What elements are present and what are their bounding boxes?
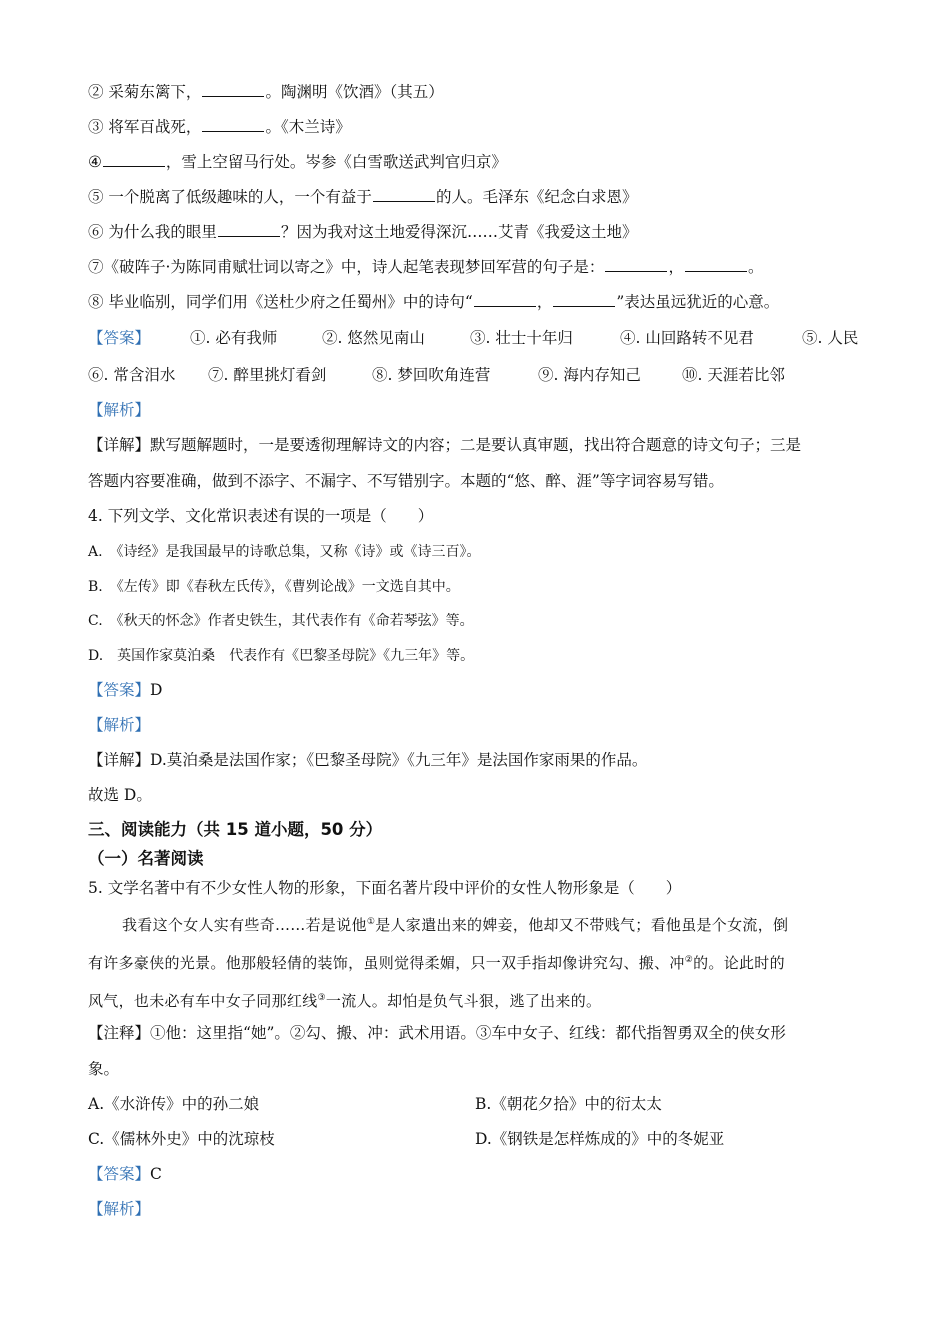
- answer-item: ⑧. 梦回吹角连营: [372, 366, 491, 384]
- answer-item: ④. 山回路转不见君: [620, 329, 754, 347]
- q4-option-c: C. 《秋天的怀念》作者史铁生，其代表作有《命若琴弦》等。: [88, 613, 474, 629]
- answer-item: ⑤. 人民: [802, 329, 859, 347]
- fill-item-8: [88, 291, 868, 313]
- q3-detail: [88, 434, 868, 456]
- q4-answer: [88, 679, 868, 701]
- q3-analysis-label: 【解析】: [88, 401, 151, 419]
- passage-text: 我看这个女人实有些奇……若是说他: [122, 916, 367, 934]
- answer-blank: [202, 117, 264, 132]
- answer-item: ⑨. 海内存知己: [538, 366, 641, 384]
- answer-label: 【答案】: [88, 681, 151, 699]
- fill-item-5: [88, 186, 868, 208]
- note-marker: ①: [366, 917, 376, 927]
- item-source: ，雪上空留马行处。岑参《白雪歌送武判官归京》: [165, 153, 507, 171]
- passage-text: 一流人。却怕是负气斗狠，逃了出来的。: [325, 992, 602, 1010]
- q5-option-d: D.《钢铁是怎样炼成的》中的冬妮亚: [475, 1130, 725, 1148]
- q5-option-b: B.《朝花夕拾》中的衍太太: [475, 1095, 662, 1113]
- item-sep: ，: [536, 293, 553, 311]
- item-text: ⑦《破阵子·为陈同甫赋壮词以寄之》中，诗人起笔表现梦回军营的句子是：: [88, 258, 605, 276]
- note-marker: ②: [684, 955, 694, 965]
- answer-item: ⑦. 醉里挑灯看剑: [208, 366, 327, 384]
- answer-blank: [373, 187, 435, 202]
- answer-blank: [685, 257, 747, 272]
- answer-blank: [474, 292, 536, 307]
- item-end: 。: [747, 258, 764, 276]
- detail-text: 默写题解题时，一是要透彻理解诗文的内容；二是要认真审题，找出符合题意的诗文句子；三是: [150, 436, 802, 454]
- answer-value: D: [150, 681, 163, 699]
- answer-item: ⑥. 常含泪水: [88, 366, 176, 384]
- answer-blank: [218, 222, 280, 237]
- answer-item: ①. 必有我师: [190, 329, 278, 347]
- q5-stem: 5. 文学名著中有不少女性人物的形象，下面名著片段中评价的女性人物形象是（ ）: [88, 879, 682, 897]
- q5-passage-line-2: [88, 949, 868, 974]
- item-text: ⑥ 为什么我的眼里: [88, 223, 217, 241]
- fill-item-6: [88, 221, 868, 243]
- item-text: ⑤ 一个脱离了低级趣味的人，一个有益于: [88, 188, 372, 206]
- q4-stem: 4. 下列文学、文化常识表述有误的一项是（ ）: [88, 507, 434, 525]
- note-label: 【注释】: [88, 1024, 151, 1042]
- q5-options-row-2: [88, 1128, 868, 1150]
- item-text: ② 采菊东篱下，: [88, 83, 202, 101]
- item-text: ⑧ 毕业临别，同学们用《送杜少府之任蜀州》中的诗句“: [88, 293, 473, 311]
- item-source: 。陶渊明《饮酒》（其五）: [265, 83, 444, 101]
- q4-option-d: D. 英国作家莫泊桑 代表作有《巴黎圣母院》《九三年》等。: [88, 648, 475, 664]
- q5-option-c: C.《儒林外史》中的沈琼枝: [88, 1130, 275, 1148]
- q5-passage-line-3: [88, 987, 868, 1012]
- q3-detail-cont: 答题内容要准确，做到不添字、不漏字、不写错别字。本题的“悠、醉、涯”等字词容易写错。: [88, 472, 724, 490]
- q5-note: [88, 1022, 868, 1044]
- item-sep: ，: [668, 258, 684, 276]
- q3-answer-row-1: [88, 327, 868, 349]
- passage-text: 有许多豪侠的光景。他那般轻倩的装饰，虽则觉得柔媚，只一双手指却像讲究勾、搬、冲: [88, 954, 685, 972]
- q4-detail: [88, 749, 868, 771]
- q5-passage-line-1: [88, 911, 902, 936]
- q5-analysis-label: 【解析】: [88, 1200, 151, 1218]
- item-source: ？因为我对这土地爱得深沉……艾青《我爱这土地》: [280, 223, 638, 241]
- answer-item: ③. 壮士十年归: [470, 329, 573, 347]
- note-text: ①他：这里指“她”。②勾、搬、冲：武术用语。③车中女子、红线：都代指智勇双全的侠女形: [150, 1024, 786, 1042]
- answer-blank: [553, 292, 615, 307]
- q3-answer-row-2: [88, 364, 868, 386]
- section-subtitle: （一）名著阅读: [88, 849, 204, 868]
- item-text: ④: [88, 153, 102, 171]
- passage-text: 风气，也未必有车中女子同那红线: [88, 992, 318, 1010]
- q5-note-cont: 象。: [88, 1060, 120, 1078]
- answer-label: 【答案】: [88, 1165, 151, 1183]
- answer-item: ②. 悠然见南山: [322, 329, 425, 347]
- answer-blank: [605, 257, 667, 272]
- q5-option-a: A.《水浒传》中的孙二娘: [88, 1095, 260, 1113]
- detail-label: 【详解】: [88, 436, 151, 454]
- section-title: 三、阅读能力（共 15 道小题，50 分）: [88, 820, 383, 839]
- q4-option-b: B. 《左传》即《春秋左氏传》，《曹刿论战》一文选自其中。: [88, 579, 460, 595]
- note-marker: ③: [317, 993, 326, 1003]
- q4-analysis-label: 【解析】: [88, 716, 151, 734]
- answer-value: C: [150, 1165, 162, 1183]
- fill-item-2: [88, 81, 868, 103]
- item-text: ③ 将军百战死，: [88, 118, 202, 136]
- q4-option-a: A. 《诗经》是我国最早的诗歌总集，又称《诗》或《诗三百》。: [88, 544, 481, 560]
- answer-label: 【答案】: [88, 329, 151, 347]
- q5-answer: [88, 1163, 868, 1185]
- answer-item: ⑩. 天涯若比邻: [682, 366, 785, 384]
- q4-conclusion: 故选 D。: [88, 786, 152, 804]
- item-source: 。《木兰诗》: [265, 118, 351, 136]
- item-end: ”表达虽远犹近的心意。: [616, 293, 780, 311]
- passage-text: 是人家遣出来的婢妾，他却又不带贱气；看他虽是个女流，倒: [375, 916, 789, 934]
- item-source: 的人。毛泽东《纪念白求恩》: [435, 188, 638, 206]
- answer-blank: [103, 152, 165, 167]
- passage-text: 的。论此时的: [693, 954, 785, 972]
- fill-item-4: [88, 151, 868, 173]
- detail-text: D.莫泊桑是法国作家；《巴黎圣母院》《九三年》是法国作家雨果的作品。: [150, 751, 648, 769]
- fill-item-7: [88, 256, 868, 278]
- detail-label: 【详解】: [88, 751, 151, 769]
- answer-blank: [202, 82, 264, 97]
- q5-options-row-1: [88, 1093, 868, 1115]
- fill-item-3: [88, 116, 868, 138]
